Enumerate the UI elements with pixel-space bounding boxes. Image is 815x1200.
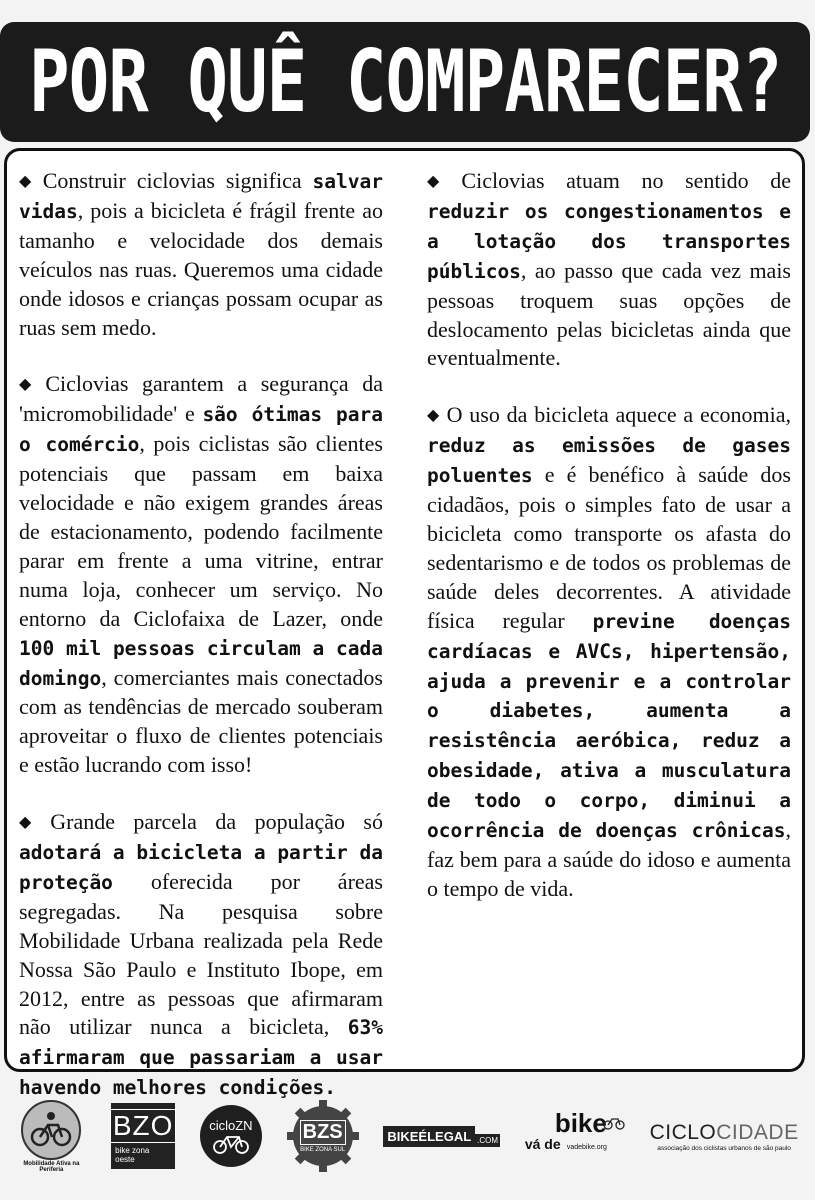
bullet-icon: ◆ — [427, 407, 441, 425]
right-column — [427, 167, 791, 932]
ciclocidade-b: CIDADE — [716, 1120, 799, 1144]
paragraph — [19, 370, 383, 780]
body-text: , faz bem para a saúde do idoso e aumenta o tempo de vida. — [427, 817, 791, 901]
body-text: Ciclovias garantem a segurança da 'micromobilidade' e — [19, 371, 383, 427]
sponsor-logos — [0, 1086, 815, 1186]
bicycle-icon — [211, 1133, 251, 1155]
body-text: oferecida por áreas segregadas. Na pesquisa sobre Mobilidade Urbana realizada pela Rede Nossa São Paulo e Instituto Ibope, em 2012, entre as pessoas que afirmaram não utilizar nunca a bicicleta, — [19, 868, 383, 1040]
bike-zona-leste-caption: Mobilidade Ativa na Periferia — [23, 1161, 80, 1173]
body-text: e é benéfico à saúde dos cidadãos, pois o simples fato de usar a bicicleta como transporte os afasta do sedentarismo e de todos os problemas de saúde deles decorrentes. A atividade física regular — [427, 462, 791, 633]
body-text: Construir ciclovias significa — [42, 168, 313, 193]
paragraph — [427, 167, 791, 373]
bullet-icon: ◆ — [19, 814, 45, 832]
bzo-caption: bike zona oeste — [115, 1145, 150, 1164]
bzs-caption: BIKE ZONA SUL — [300, 1146, 346, 1153]
emphasis-text: 100 mil pessoas circulam a cada domingo — [19, 636, 383, 690]
logo-bikeelegal — [383, 1126, 500, 1147]
bullet-icon: ◆ — [427, 173, 456, 190]
body-text: , ao passo que cada vez mais pessoas troquem suas opções de deslocamento pelas bicicletas ainda que eventualmente. — [427, 257, 791, 371]
logo-vadebike — [525, 1106, 625, 1166]
paragraph — [427, 401, 791, 903]
left-column — [19, 167, 383, 1131]
paragraph — [19, 808, 383, 1103]
bike-zona-leste-icon — [20, 1099, 82, 1161]
logo-bzo — [111, 1103, 175, 1169]
logo-ciclocidade — [650, 1121, 799, 1152]
ciclocidade-caption: associação dos ciclistas urbanos de são paulo — [657, 1144, 791, 1152]
bullet-icon: ◆ — [19, 173, 37, 190]
ciclocidade-a: CICLO — [649, 1120, 717, 1144]
emphasis-text: adotará a bicicleta a partir da proteção — [19, 841, 383, 894]
body-text: , pois ciclistas são clientes potenciais que passam em baixa velocidade e não exigem grandes áreas de estacionamento, podendo facilmente parar em frente a uma vitrine, entrar numa loja, conhecer um serviço. No entorno da Ciclofaixa de Lazer, onde — [19, 431, 383, 631]
ciclozn-title: cicloZN — [209, 1117, 253, 1133]
bullet-icon: ◆ — [19, 376, 40, 394]
vadebike-bike: bike — [554, 1108, 607, 1138]
emphasis-text: previne doenças cardíacas e AVCs, hipertensão, ajuda a prevenir e a controlar o diabetes, aumenta a resistência aeróbica, reduz a obesidade, ativa a musculatura de todo o corpo, diminui a ocorrência de doenças crônicas — [427, 609, 791, 843]
paragraph — [19, 167, 383, 342]
page-title: POR QUÊ COMPARECER? — [28, 32, 782, 132]
bzo-title: BZO — [110, 1109, 177, 1143]
body-text: Ciclovias atuam no sentido de — [461, 168, 792, 193]
title-banner — [0, 22, 810, 142]
content-box — [4, 148, 805, 1100]
bikeelegal-title: BIKEÉLEGAL — [383, 1126, 475, 1147]
bicycle-icon — [603, 1116, 625, 1130]
logo-bike-zona-leste — [16, 1099, 86, 1173]
emphasis-text: reduzir os congestionamentos e a lotação dos transportes públicos — [427, 199, 791, 283]
logo-bzs — [287, 1100, 359, 1172]
emphasis-text: 63% afirmaram que passariam a usar havendo melhores condições. — [19, 1016, 383, 1100]
emphasis-text: salvar vidas — [19, 170, 383, 223]
body-text: O uso da bicicleta aquece a economia, — [446, 402, 791, 428]
emphasis-text: são ótimas para o comércio — [19, 403, 383, 457]
body-text: , comerciantes mais conectados com as tendências de mercado souberam aproveitar o fluxo de clientes potenciais e estão lucrando com isso! — [19, 664, 383, 778]
vadebike-url: vadebike.org — [566, 1144, 607, 1151]
body-text: , pois a bicicleta é frágil frente ao tamanho e velocidade dos demais veículos nas ruas. Queremos uma cidade onde idosos e crianças possam ocupar as ruas sem medo. — [19, 197, 383, 340]
emphasis-text: reduz as emissões de gases poluentes — [427, 434, 791, 488]
bikeelegal-com: .COM — [477, 1135, 499, 1145]
vadebike-vade: vá de — [524, 1136, 561, 1152]
logo-ciclozn — [200, 1105, 262, 1167]
bzs-title: BZS — [300, 1120, 346, 1145]
body-text: Grande parcela da população só — [50, 809, 383, 835]
